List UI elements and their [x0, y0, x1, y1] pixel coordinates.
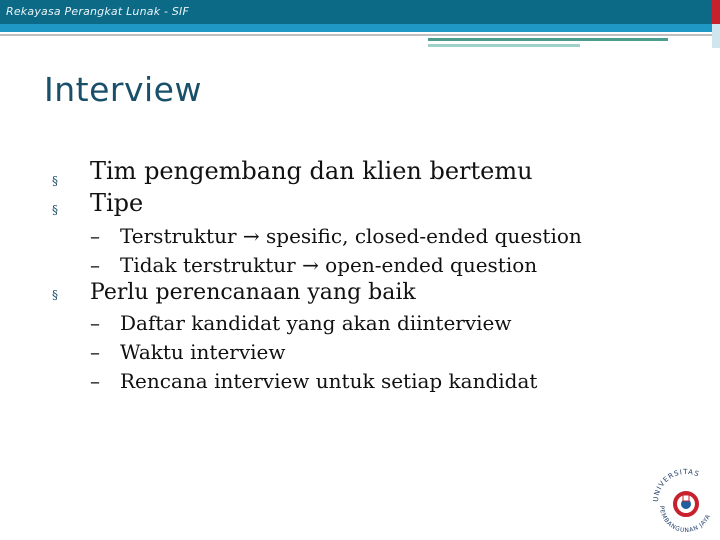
sub-bullet-text: Waktu interview: [120, 340, 286, 364]
bullet-marker: §: [52, 203, 58, 217]
sub-bullet-text: Tidak terstruktur → open-ended question: [120, 253, 538, 277]
slide-title: Interview: [44, 70, 202, 109]
sub-bullet-text: Rencana interview untuk setiap kandidat: [120, 369, 538, 393]
sub-bullet-marker: –: [90, 369, 100, 393]
university-logo: [652, 462, 720, 540]
sub-bullet-text: Terstruktur → spesific, closed-ended question: [120, 224, 582, 248]
logo-arc-top: UNIVERSITAS: [652, 467, 701, 503]
bullet-text: Tim pengembang dan klien bertemu: [90, 157, 533, 185]
bullet-text: Tipe: [90, 189, 144, 217]
bullet-text: Perlu perencanaan yang baik: [90, 280, 416, 305]
course-title: Rekayasa Perangkat Lunak - SIF: [6, 5, 189, 18]
bullet-marker: §: [52, 174, 58, 188]
sub-bullet-text: Daftar kandidat yang akan diinterview: [120, 311, 512, 335]
sub-bullet-marker: –: [90, 311, 100, 335]
bullet-marker: §: [52, 288, 58, 302]
sub-bullet-marker: –: [90, 253, 100, 277]
sub-bullet-marker: –: [90, 224, 100, 248]
svg-text:PEMBANGUNAN JAYA: [658, 506, 712, 535]
logo-arc-bottom: PEMBANGUNAN JAYA: [657, 505, 713, 535]
sub-bullet-marker: –: [90, 340, 100, 364]
